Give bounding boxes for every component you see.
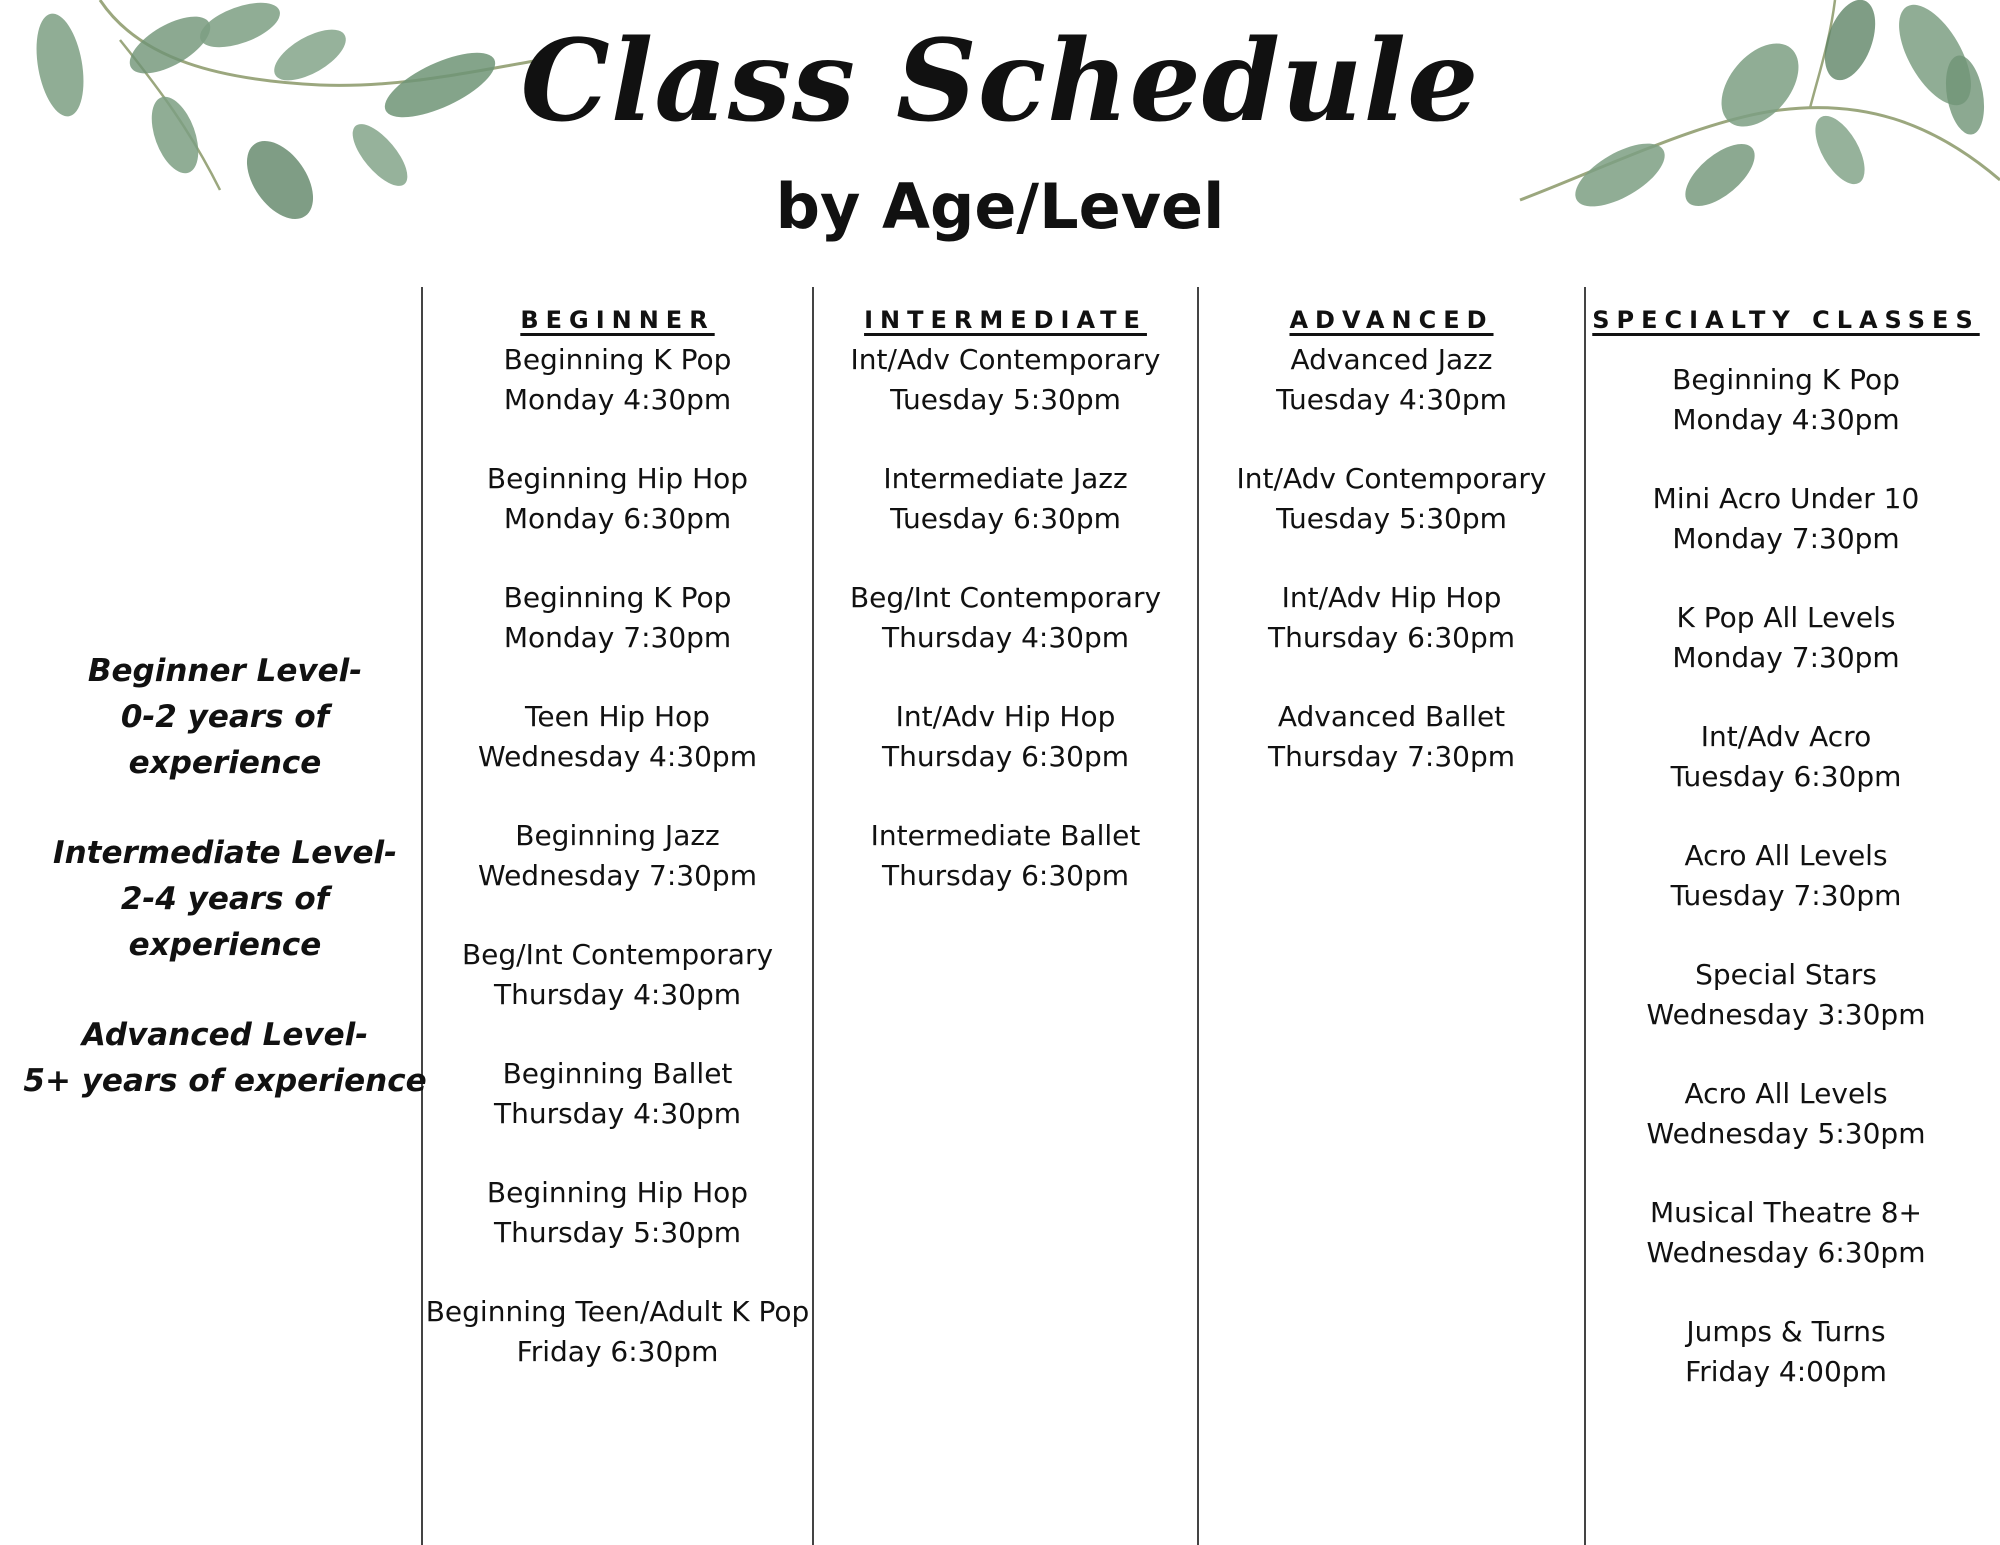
class-item <box>423 1173 812 1292</box>
class-item <box>423 340 812 459</box>
column-heading: ADVANCED <box>1289 306 1494 334</box>
class-time: Monday 4:30pm <box>503 383 732 416</box>
class-item <box>423 935 812 1054</box>
class-time: Thursday 6:30pm <box>1267 621 1516 654</box>
class-time: Thursday 5:30pm <box>493 1216 742 1249</box>
class-time: Wednesday 4:30pm <box>478 740 757 773</box>
class-name: Acro All Levels <box>1684 839 1888 872</box>
class-time: Monday 4:30pm <box>1672 403 1900 436</box>
class-name: Mini Acro Under 10 <box>1652 482 1920 515</box>
legend-item <box>20 648 430 786</box>
legend-level: Advanced Level- <box>81 1017 369 1053</box>
class-item <box>1586 1312 1986 1431</box>
class-time: Tuesday 5:30pm <box>1276 502 1507 535</box>
class-item <box>1199 697 1584 816</box>
class-time: Monday 7:30pm <box>503 621 732 654</box>
class-time: Tuesday 7:30pm <box>1670 879 1902 912</box>
legend-experience: 5+ years of experience <box>23 1063 427 1099</box>
class-name: Musical Theatre 8+ <box>1649 1196 1922 1229</box>
class-list <box>1586 340 1986 1431</box>
class-time: Thursday 6:30pm <box>881 740 1130 773</box>
class-item <box>1586 360 1986 479</box>
class-time: Monday 7:30pm <box>1672 522 1900 555</box>
class-name: Int/Adv Acro <box>1700 720 1872 753</box>
class-item <box>423 459 812 578</box>
class-name: Beginning Teen/Adult K Pop <box>425 1295 810 1328</box>
level-legend <box>20 648 430 1148</box>
class-item <box>814 816 1197 935</box>
class-time: Tuesday 5:30pm <box>890 383 1121 416</box>
column-advanced <box>1199 300 1584 816</box>
class-list <box>814 340 1197 935</box>
class-time: Thursday 4:30pm <box>881 621 1130 654</box>
class-time: Monday 6:30pm <box>503 502 732 535</box>
class-time: Tuesday 4:30pm <box>1276 383 1507 416</box>
class-item <box>1586 717 1986 836</box>
class-item <box>423 578 812 697</box>
class-time: Thursday 4:30pm <box>493 978 742 1011</box>
column-beginner <box>423 300 812 1411</box>
class-name: K Pop All Levels <box>1676 601 1896 634</box>
class-name: Beginning Ballet <box>502 1057 733 1090</box>
class-list <box>1199 340 1584 816</box>
class-time: Thursday 6:30pm <box>881 859 1130 892</box>
legend-level: Intermediate Level- <box>53 835 397 871</box>
column-intermediate <box>814 300 1197 935</box>
legend-item <box>20 1012 430 1104</box>
class-item <box>423 1292 812 1411</box>
class-item <box>423 816 812 935</box>
legend-level: Beginner Level- <box>87 653 363 689</box>
class-item <box>1586 1074 1986 1193</box>
class-name: Jumps & Turns <box>1686 1315 1886 1348</box>
class-item <box>1586 955 1986 1074</box>
class-name: Beginning Hip Hop <box>486 462 749 495</box>
class-item <box>814 697 1197 816</box>
class-item <box>1586 479 1986 598</box>
class-name: Beginning K Pop <box>1672 363 1900 396</box>
class-name: Beginning K Pop <box>503 343 732 376</box>
class-name: Beginning Hip Hop <box>486 1176 749 1209</box>
class-item <box>1199 459 1584 578</box>
class-item <box>423 1054 812 1173</box>
column-heading: BEGINNER <box>520 306 715 334</box>
class-item <box>1586 1193 1986 1312</box>
class-name: Int/Adv Contemporary <box>850 343 1161 376</box>
class-time: Wednesday 6:30pm <box>1646 1236 1926 1269</box>
class-name: Int/Adv Hip Hop <box>1281 581 1502 614</box>
page-title: Class Schedule <box>520 16 1480 147</box>
class-time: Wednesday 3:30pm <box>1646 998 1926 1031</box>
column-heading: INTERMEDIATE <box>864 306 1147 334</box>
class-name: Beginning K Pop <box>503 581 732 614</box>
class-item <box>814 459 1197 578</box>
class-name: Int/Adv Contemporary <box>1236 462 1547 495</box>
class-name: Special Stars <box>1695 958 1877 991</box>
class-name: Advanced Jazz <box>1290 343 1493 376</box>
class-time: Wednesday 7:30pm <box>478 859 757 892</box>
class-time: Thursday 7:30pm <box>1267 740 1516 773</box>
class-name: Beg/Int Contemporary <box>461 938 774 971</box>
legend-experience: 2-4 years of experience <box>120 881 330 963</box>
class-name: Beg/Int Contemporary <box>849 581 1162 614</box>
class-name: Intermediate Jazz <box>883 462 1128 495</box>
class-item <box>1586 836 1986 955</box>
class-name: Teen Hip Hop <box>525 700 710 733</box>
class-time: Friday 4:00pm <box>1685 1355 1887 1388</box>
class-list <box>423 340 812 1411</box>
column-heading: SPECIALTY CLASSES <box>1592 306 1980 334</box>
class-name: Intermediate Ballet <box>870 819 1141 852</box>
class-item <box>814 340 1197 459</box>
legend-experience: 0-2 years of experience <box>120 699 330 781</box>
class-item <box>1586 598 1986 717</box>
class-name: Acro All Levels <box>1684 1077 1888 1110</box>
class-name: Advanced Ballet <box>1277 700 1506 733</box>
class-time: Friday 6:30pm <box>516 1335 719 1368</box>
column-specialty <box>1586 300 1986 1431</box>
class-item <box>814 578 1197 697</box>
class-item <box>1199 340 1584 459</box>
class-time: Thursday 4:30pm <box>493 1097 742 1130</box>
class-time: Monday 7:30pm <box>1672 641 1900 674</box>
class-name: Int/Adv Hip Hop <box>895 700 1116 733</box>
class-time: Tuesday 6:30pm <box>1670 760 1902 793</box>
class-time: Tuesday 6:30pm <box>890 502 1121 535</box>
class-time: Wednesday 5:30pm <box>1646 1117 1926 1150</box>
class-item <box>423 697 812 816</box>
class-item <box>1199 578 1584 697</box>
page-subtitle: by Age/Level <box>775 170 1225 243</box>
legend-item <box>20 830 430 968</box>
class-name: Beginning Jazz <box>515 819 720 852</box>
